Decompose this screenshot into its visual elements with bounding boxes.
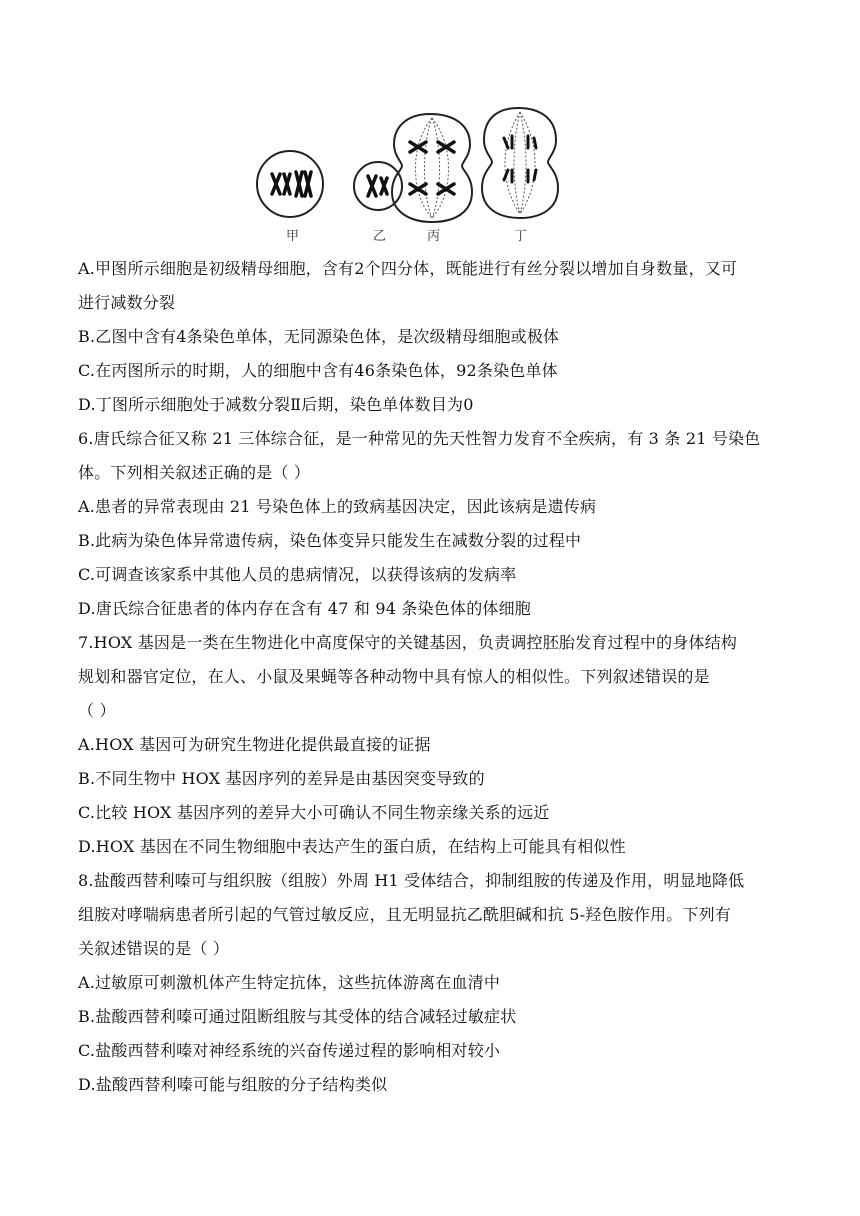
label-ding: 丁: [514, 229, 528, 244]
text-line: A.HOX 基因可为研究生物进化提供最直接的证据: [78, 735, 431, 754]
text-line: B.不同生物中 HOX 基因序列的差异是由基因突变导致的: [78, 769, 485, 788]
text-line: 进行减数分裂: [78, 293, 176, 312]
label-yi: 乙: [373, 229, 387, 244]
text-line: D.唐氏综合征患者的体内存在含有 47 和 94 条染色体的体细胞: [78, 599, 532, 618]
cell-jia: [257, 151, 323, 217]
question-text: [78, 252, 784, 1102]
text-line: B.此病为染色体异常遗传病，染色体变异只能发生在减数分裂的过程中: [78, 531, 582, 550]
text-line: D.盐酸西替利嗪可能与组胺的分子结构类似: [78, 1075, 388, 1094]
text-line: A.甲图所示细胞是初级精母细胞，含有2个四分体，既能进行有丝分裂以增加自身数量，又可: [78, 259, 738, 278]
label-jia: 甲: [286, 229, 300, 244]
label-bing: 丙: [427, 229, 441, 244]
text-line: 6.唐氏综合征又称 21 三体综合征，是一种常见的先天性智力发育不全疾病，有 3 条 21 号染色: [78, 429, 761, 448]
cell-division-figure: [250, 104, 600, 244]
text-line: 体。下列相关叙述正确的是（ ）: [78, 463, 311, 482]
text-line: B.盐酸西替利嗪可通过阻断组胺与其受体的结合减轻过敏症状: [78, 1007, 517, 1026]
text-line: B.乙图中含有4条染色单体，无同源染色体，是次级精母细胞或极体: [78, 327, 560, 346]
text-line: C.盐酸西替利嗪对神经系统的兴奋传递过程的影响相对较小: [78, 1041, 501, 1060]
text-line: 组胺对哮喘病患者所引起的气管过敏反应，且无明显抗乙酰胆碱和抗 5-羟色胺作用。下列有: [78, 905, 732, 924]
cell-ding: [482, 108, 558, 218]
text-line: D.丁图所示细胞处于减数分裂Ⅱ后期，染色单体数目为0: [78, 395, 474, 414]
text-line: C.比较 HOX 基因序列的差异大小可确认不同生物亲缘关系的远近: [78, 803, 550, 822]
text-line: 规划和器官定位，在人、小鼠及果蝇等各种动物中具有惊人的相似性。下列叙述错误的是: [78, 667, 710, 686]
text-line: C.可调查该家系中其他人员的患病情况，以获得该病的发病率: [78, 565, 517, 584]
text-line: A.过敏原可刺激机体产生特定抗体，这些抗体游离在血清中: [78, 973, 501, 992]
cell-diagram-svg: [250, 104, 600, 244]
cell-bing: [392, 114, 472, 222]
text-line: D.HOX 基因在不同生物细胞中表达产生的蛋白质，在结构上可能具有相似性: [78, 837, 626, 856]
text-line: A.患者的异常表现由 21 号染色体上的致病基因决定，因此该病是遗传病: [78, 497, 597, 516]
text-line: 关叙述错误的是（ ）: [78, 939, 230, 958]
text-line: 8.盐酸西替利嗪可与组织胺（组胺）外周 H1 受体结合，抑制组胺的传递及作用，明显地降低: [78, 871, 745, 890]
text-line: C.在丙图所示的时期，人的细胞中含有46条染色体，92条染色单体: [78, 361, 558, 380]
text-line: （ ）: [78, 701, 116, 720]
text-line: 7.HOX 基因是一类在生物进化中高度保守的关键基因，负责调控胚胎发育过程中的身体结构: [78, 633, 738, 652]
